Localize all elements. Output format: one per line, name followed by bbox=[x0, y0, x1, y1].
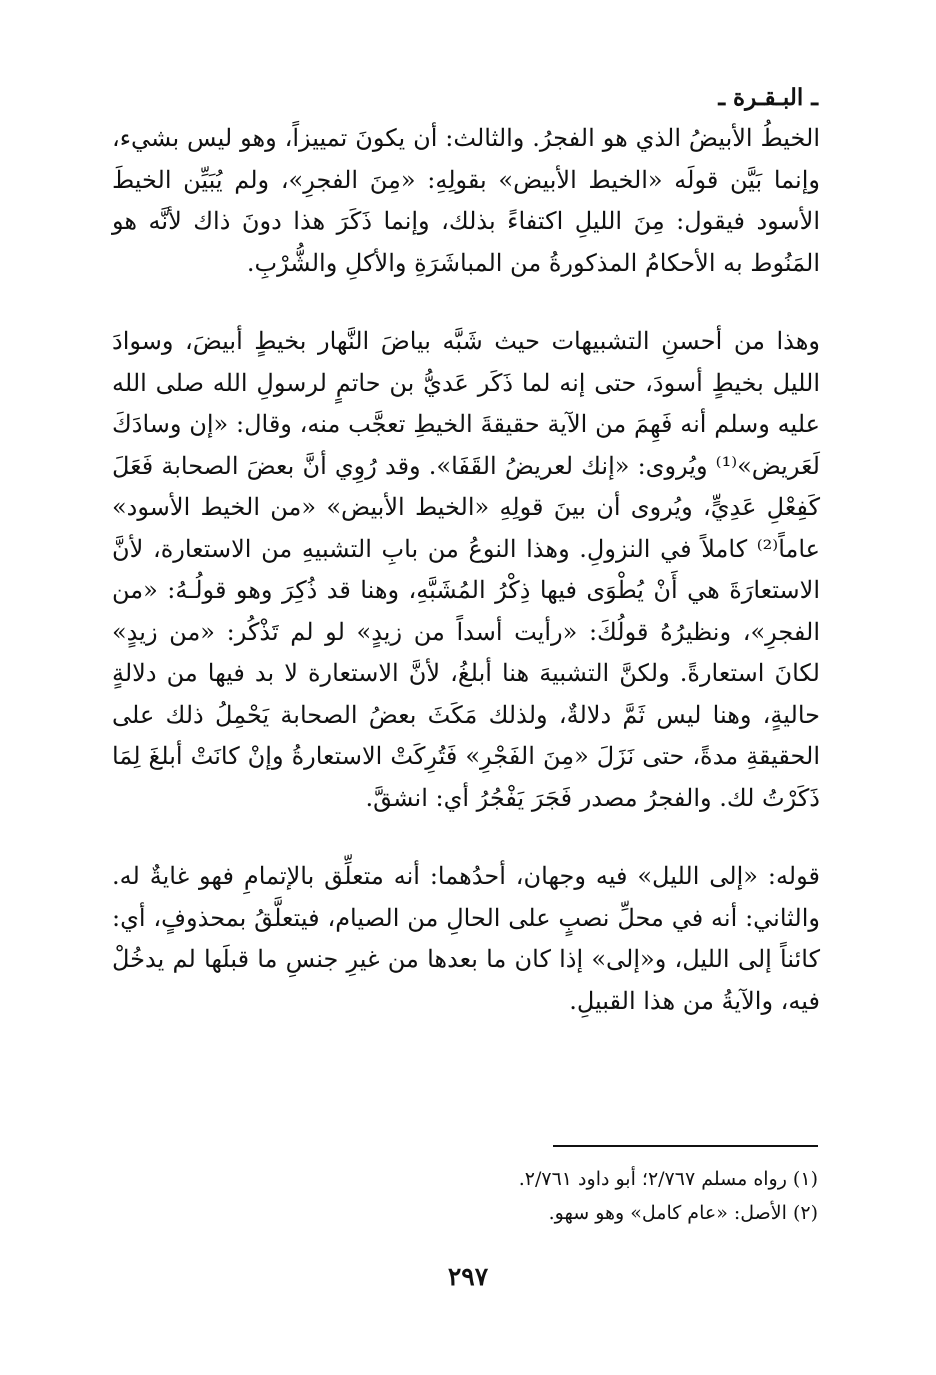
page-number: ٢٩٧ bbox=[447, 1262, 489, 1291]
main-text bbox=[112, 118, 820, 1022]
footnote: (٢) الأصل: «عام كامل» وهو سهو. bbox=[548, 1202, 818, 1224]
paragraph: الخيطُ الأبيضُ الذي هو الفجرُ. والثالث: أن يكونَ تمييزاً، وهو ليس بشيء، وإنما بَيَّن قولَه «الخيط الأبيض» بقولِهِ: «مِنَ الفجرِ»، ولم يُبَيِّن الخيطَ الأسود فيقول: مِنَ الليلِ اكتفاءً بذلك، وإنما ذَكَرَ هذا دونَ ذاك لأنَّه هو المَنُوط به الأحكامُ المذكورةُ من المباشَرَةِ والأكلِ والشُّرْبِ. bbox=[112, 124, 820, 277]
footnote-divider bbox=[553, 1145, 818, 1147]
footnote: (١) رواه مسلم ٢/٧٦٧؛ أبو داود ٢/٧٦١. bbox=[518, 1168, 818, 1190]
paragraph: قوله: «إلى الليل» فيه وجهان، أحدُهما: أنه متعلِّق بالإتمامِ فهو غايةٌ له. والثاني: أنه في محلِّ نصبٍ على الحالِ من الصيام، فيتعلَّقُ بمحذوفٍ، أي: كائناً إلى الليل، و«إلى» إذا كان ما بعدها من غيرِ جنسِ ما قبلَها لم يدخُلْ فيه، والآيةُ من هذا القبيلِ. bbox=[112, 862, 820, 1015]
running-header: ـ البـقـرة ـ bbox=[718, 84, 818, 111]
footnotes bbox=[118, 1162, 818, 1230]
paragraph: وهذا من أحسنِ التشبيهات حيث شَبَّه بياضَ النَّهار بخيطٍ أبيضَ، وسوادَ الليل بخيطٍ أسودَ، حتى إنه لما ذَكَر عَديُّ بن حاتمٍ لرسولِ الله صلى الله عليه وسلم أنه فَهِمَ من الآية حقيقةَ الخيطِ تعجَّب منه، وقال: «إن وسادَكَ لَعَريض»⁽¹⁾ ويُروى: «إنك لعريضُ القَفَا». وقد رُوِي أنَّ بعضَ الصحابة فَعَلَ كَفِعْلِ عَدِيٍّ، ويُروى أن بينَ قولِهِ «الخيط الأبيض» «من الخيط الأسود» عاماً⁽²⁾ كاملاً في النزولِ. وهذا النوعُ من بابِ التشبيهِ من الاستعارة، لأنَّ الاستعارَةَ هي أَنْ يُطْوَى فيها ذِكْرُ المُشَبَّهِ، وهنا قد ذُكِرَ وهو قولُـهُ: «من الفجرِ»، ونظيرُهُ قولُكَ: «رأيت أسداً من زيدٍ» لو لم تَذْكُر: «من زيدٍ» لكانَ استعارةً. ولكنَّ التشبيهَ هنا أبلغُ، لأنَّ الاستعارة لا بد فيها من دلالةٍ حاليةٍ، وهنا ليس ثَمَّ دلالةٌ، ولذلك مَكَثَ بعضُ الصحابة يَحْمِلُ ذلك على الحقيقةِ مدةً، حتى نَزَلَ «مِنَ الفَجْرِ» فَتُرِكَتْ الاستعارةُ وإنْ كانَتْ أبلغَ لِمَا ذَكَرْتُ لك. والفجرُ مصدر فَجَرَ يَفْجُرُ أي: انشقَّ. bbox=[112, 327, 820, 812]
